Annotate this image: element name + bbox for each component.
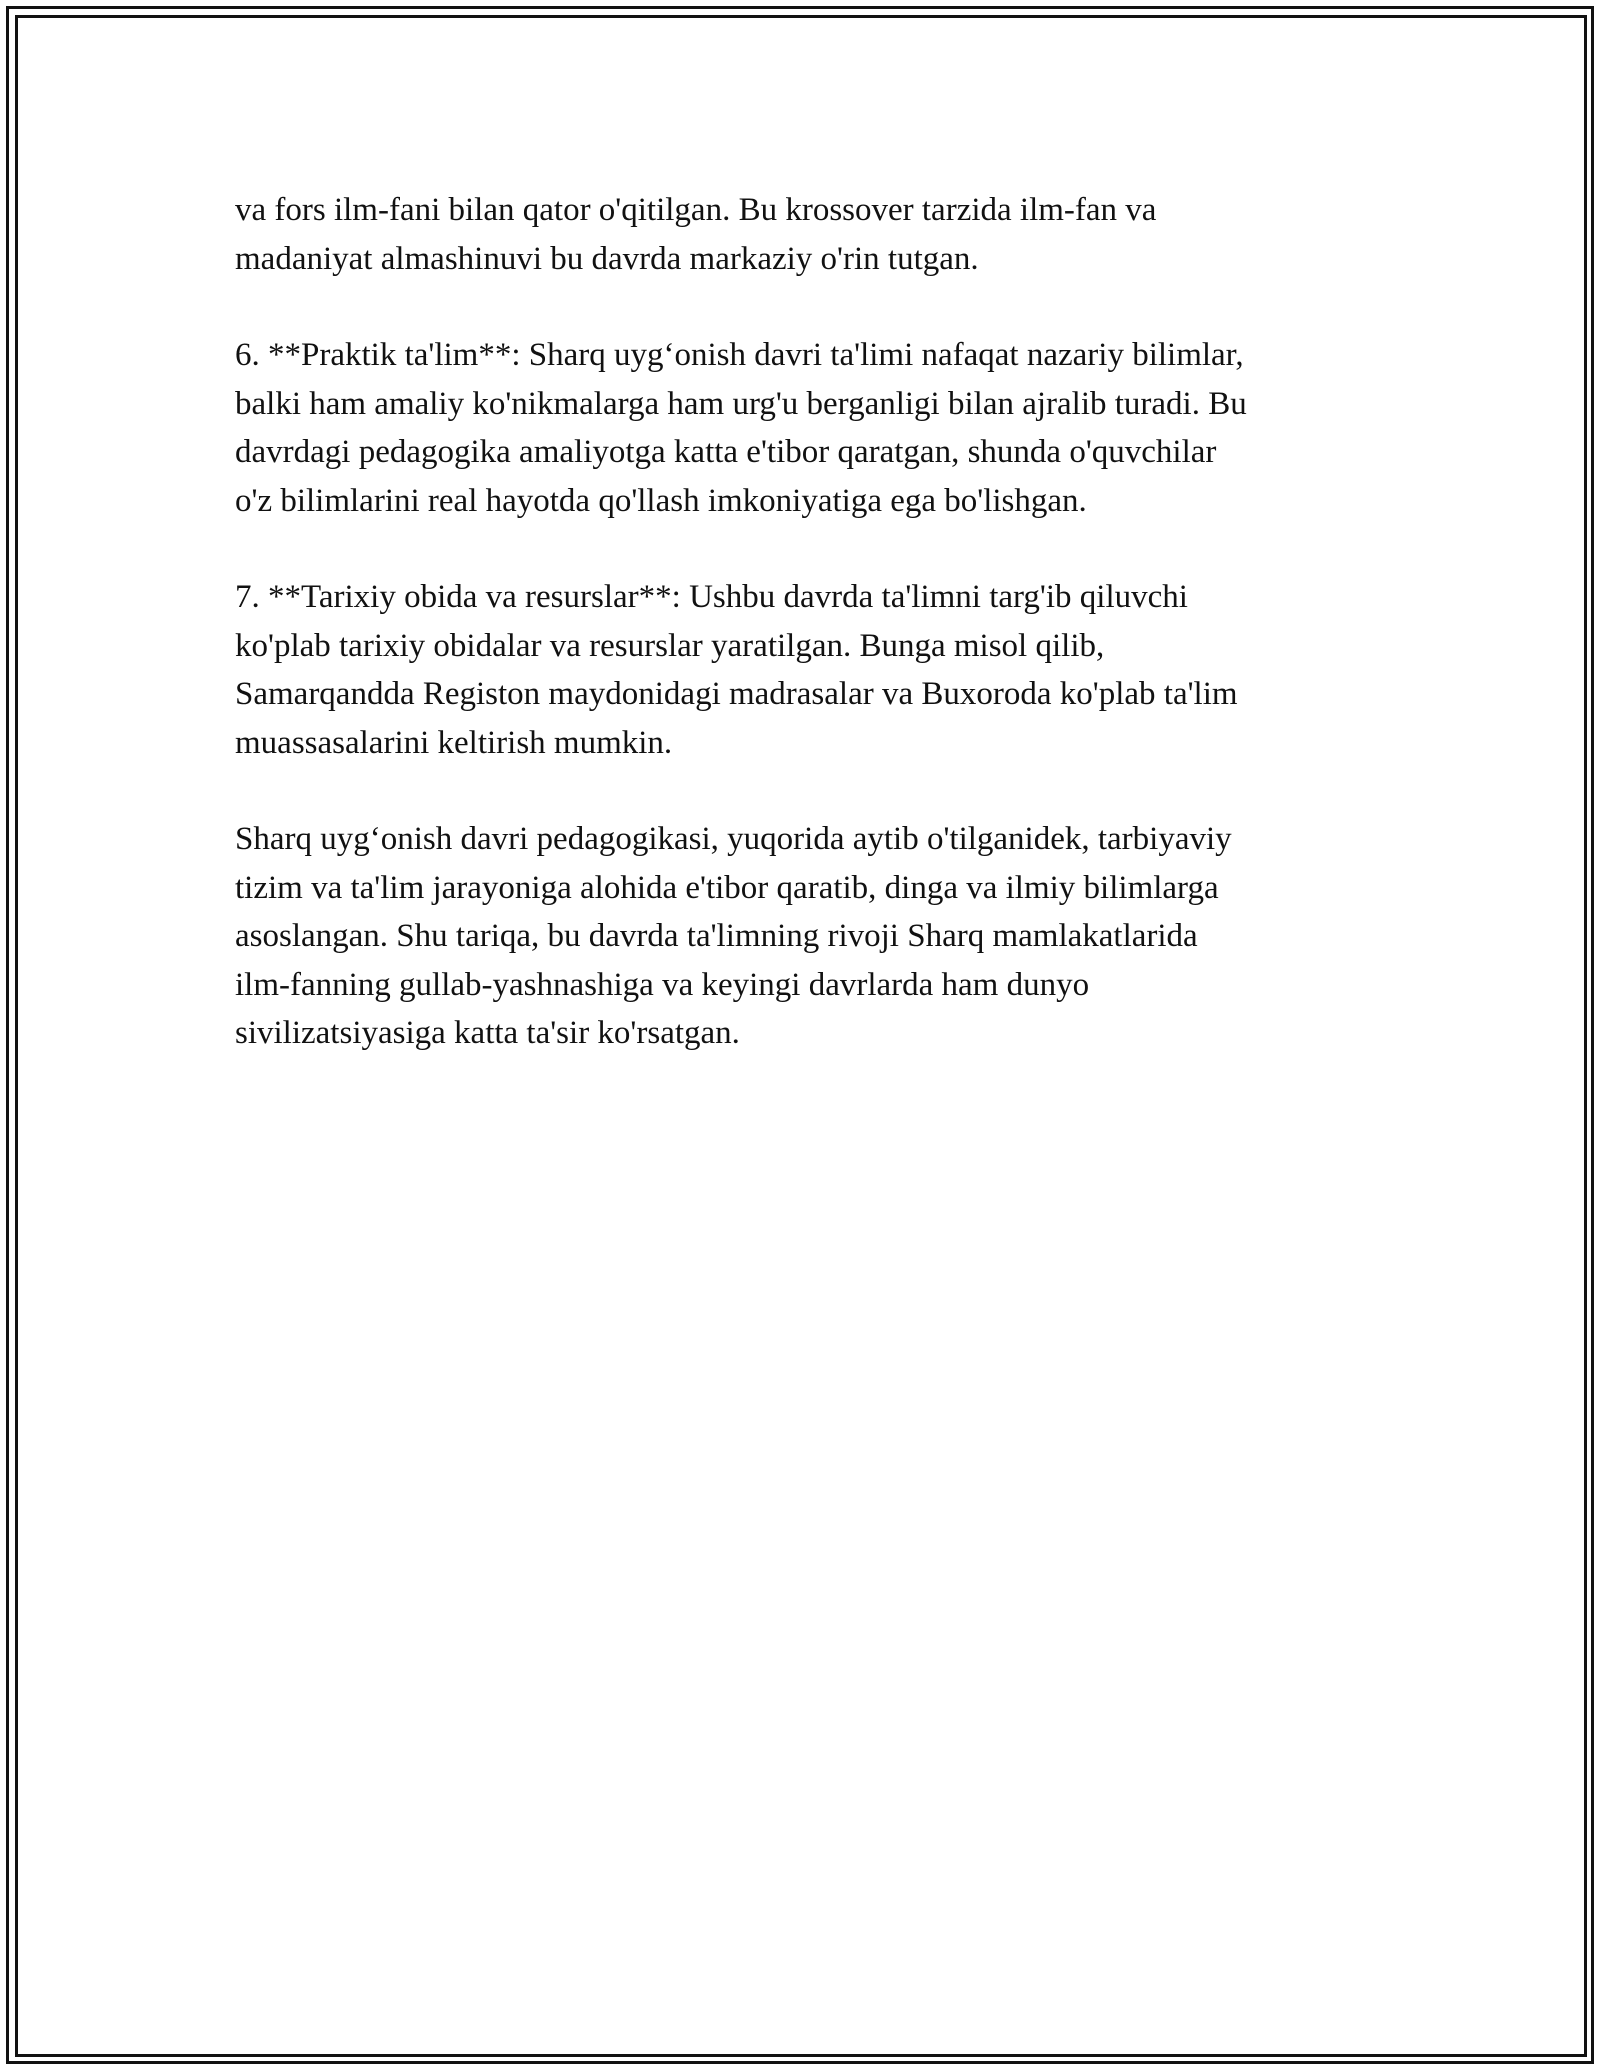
text-line: 7. **Tarixiy obida va resurslar**: Ushbu davrda ta'limni targ'ib qiluvchi: [235, 579, 1188, 615]
text-line: madaniyat almashinuvi bu davrda markaziy o'rin tutgan.: [235, 240, 979, 277]
text-line: davrdagi pedagogika amaliyotga katta e'tibor qaratgan, shunda o'quvchilar: [235, 434, 1217, 470]
text-line: 6. **Praktik ta'lim**: Sharq uyg‘onish davri ta'limi nafaqat nazariy bilimlar,: [235, 337, 1244, 373]
paragraph-continuation: [235, 186, 1395, 283]
text-line: tizim va ta'lim jarayoniga alohida e'tibor qaratib, dinga va ilmiy bilimlarga: [235, 869, 1219, 906]
text-line: va fors ilm-fani bilan qator o'qitilgan. Bu krossover tarzida ilm-fan va: [235, 192, 1157, 228]
text-line: balki ham amaliy ko'nikmalarga ham urg'u berganligi bilan ajralib turadi. Bu: [235, 385, 1247, 422]
text-line: o'z bilimlarini real hayotda qo'llash imkoniyatiga ega bo'lishgan.: [235, 482, 1087, 519]
text-line: Sharq uyg‘onish davri pedagogikasi, yuqorida aytib o'tilganidek, tarbiyaviy: [235, 821, 1232, 857]
document-body: [235, 186, 1395, 1106]
paragraph-conclusion: [235, 815, 1395, 1058]
text-line: sivilizatsiyasiga katta ta'sir ko'rsatgan.: [235, 1015, 740, 1051]
text-line: ilm-fanning gullab-yashnashiga va keyingi davrlarda ham dunyo: [235, 966, 1090, 1003]
paragraph-item-7: [235, 573, 1395, 767]
paragraph-item-6: [235, 331, 1395, 525]
text-line: ko'plab tarixiy obidalar va resurslar yaratilgan. Bunga misol qilib,: [235, 627, 1105, 664]
text-line: Samarqandda Registon maydonidagi madrasalar va Buxoroda ko'plab ta'lim: [235, 676, 1238, 712]
text-line: asoslangan. Shu tariqa, bu davrda ta'limning rivoji Sharq mamlakatlarida: [235, 918, 1198, 954]
text-line: muassasalarini keltirish mumkin.: [235, 724, 673, 761]
